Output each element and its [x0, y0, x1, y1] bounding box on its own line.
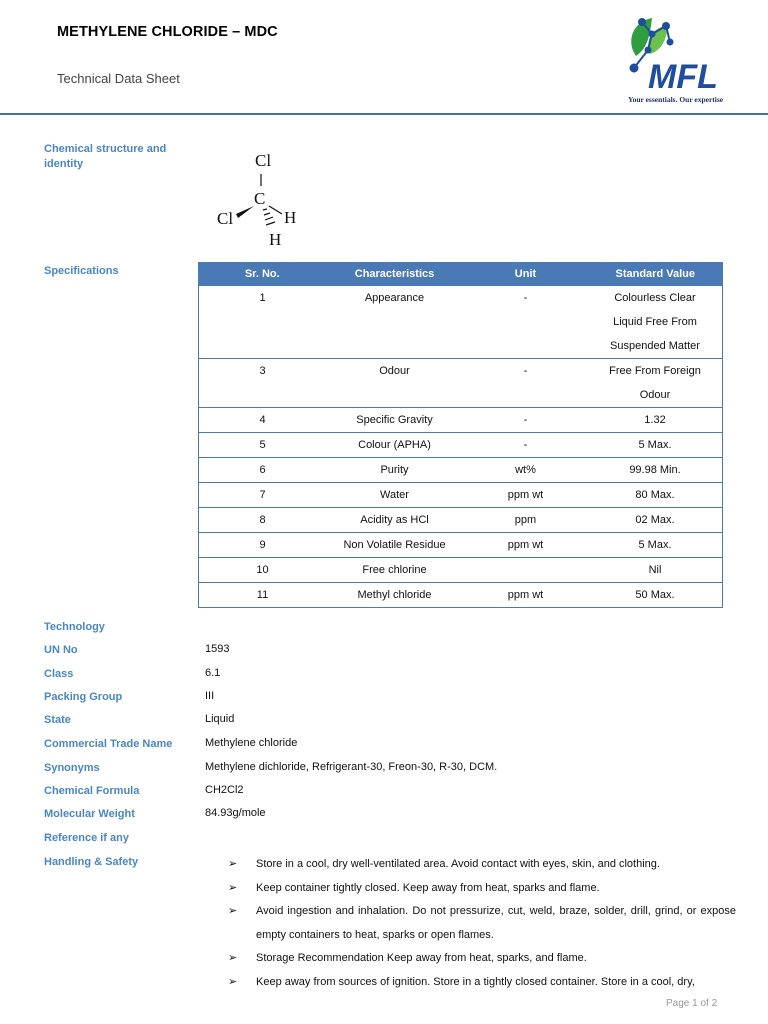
list-item-text: Storage Recommendation Keep away from heat, sparks, and flame. — [256, 952, 587, 964]
logo-wordmark: MFL — [648, 58, 718, 96]
technology-label: Technology — [44, 621, 105, 633]
cell-characteristic: Purity — [326, 458, 463, 483]
packing-group-value: III — [205, 690, 215, 702]
list-item — [228, 947, 736, 971]
cell-sr-no: 6 — [199, 458, 327, 483]
handling-safety-list — [228, 853, 736, 994]
cell-sr-no: 7 — [199, 483, 327, 508]
reference-label: Reference if any — [44, 832, 129, 844]
company-logo — [622, 12, 746, 107]
arrow-bullet-icon: ➢ — [228, 858, 238, 870]
arrow-bullet-icon: ➢ — [228, 905, 238, 917]
cell-unit: ppm wt — [463, 583, 588, 608]
cell-standard-value — [588, 359, 723, 408]
table-row — [199, 458, 723, 483]
cell-characteristic: Methyl chloride — [326, 583, 463, 608]
atom-center-c: C — [254, 189, 266, 208]
synonyms-label: Synonyms — [44, 762, 100, 774]
cell-unit: ppm wt — [463, 533, 588, 558]
cell-sr-no: 11 — [199, 583, 327, 608]
cell-unit: - — [463, 359, 588, 408]
standard-value-line: 5 Max. — [638, 439, 672, 451]
standard-value-line: Free From Foreign — [609, 365, 701, 377]
cell-standard-value — [588, 286, 723, 359]
page-number: Page 1 of 2 — [666, 998, 718, 1009]
cell-standard-value — [588, 433, 723, 458]
atom-top-cl: Cl — [255, 151, 272, 170]
molecular-weight-value: 84.93g/mole — [205, 807, 266, 819]
class-label: Class — [44, 668, 74, 680]
arrow-bullet-icon: ➢ — [228, 975, 238, 988]
bond-right — [269, 206, 282, 214]
wedge-bond-left — [236, 206, 254, 218]
standard-value-line: 80 Max. — [635, 489, 675, 501]
table-row — [199, 583, 723, 608]
state-value: Liquid — [205, 713, 235, 725]
chemical-structure-diagram — [212, 146, 312, 250]
cell-standard-value — [588, 458, 723, 483]
structure-label: Chemical structure and identity — [44, 143, 167, 170]
cell-unit: - — [463, 286, 588, 359]
trade-name-label: Commercial Trade Name — [44, 738, 173, 750]
table-row — [199, 359, 723, 408]
standard-value-line: 02 Max. — [635, 514, 675, 526]
cell-characteristic: Acidity as HCl — [326, 508, 463, 533]
list-item — [228, 853, 736, 877]
cell-characteristic: Specific Gravity — [326, 408, 463, 433]
cell-standard-value — [588, 508, 723, 533]
list-item-text: Keep container tightly closed. Keep away from heat, sparks and flame. — [256, 881, 600, 894]
atom-bottom-h: H — [269, 230, 282, 249]
list-item — [228, 900, 736, 947]
col-header-characteristics: Characteristics — [326, 263, 463, 286]
formula-value: CH2Cl2 — [205, 784, 244, 796]
list-item — [228, 971, 736, 995]
list-item — [228, 877, 736, 901]
cell-unit — [463, 558, 588, 583]
table-row — [199, 286, 723, 359]
document-title: METHYLENE CHLORIDE – MDC — [57, 24, 278, 40]
table-header-row — [199, 263, 723, 286]
standard-value-line: 5 Max. — [638, 539, 672, 551]
header-rule — [0, 113, 768, 115]
cell-standard-value — [588, 558, 723, 583]
table-row — [199, 483, 723, 508]
cell-characteristic: Odour — [326, 359, 463, 408]
cell-sr-no: 3 — [199, 359, 327, 408]
cell-sr-no: 4 — [199, 408, 327, 433]
molecular-weight-label: Molecular Weight — [44, 808, 135, 820]
formula-label: Chemical Formula — [44, 785, 140, 797]
cell-unit: - — [463, 433, 588, 458]
cell-standard-value — [588, 533, 723, 558]
col-header-unit: Unit — [463, 263, 588, 286]
col-header-standard-value: Standard Value — [588, 263, 723, 286]
atom-left-cl: Cl — [217, 209, 234, 228]
col-header-sr-no: Sr. No. — [199, 263, 327, 286]
list-item-text: Keep away from sources of ignition. Store in a tightly closed container. Store in a cool, dry, — [256, 975, 695, 988]
cell-standard-value — [588, 408, 723, 433]
standard-value-line: 1.32 — [644, 414, 666, 426]
specifications-table-body — [199, 286, 723, 608]
cell-sr-no: 5 — [199, 433, 327, 458]
specifications-table — [198, 262, 723, 608]
list-item-text: Avoid ingestion and inhalation. Do not pressurize, cut, weld, braze, solder, drill, grind, or expose empty containers to heat, sparks or open flames. — [256, 905, 736, 941]
un-no-label: UN No — [44, 644, 78, 656]
cell-unit: ppm wt — [463, 483, 588, 508]
table-row — [199, 558, 723, 583]
cell-standard-value — [588, 583, 723, 608]
atom-right-h: H — [284, 208, 297, 227]
standard-value-line: Colourless Clear — [614, 292, 696, 304]
cell-sr-no: 8 — [199, 508, 327, 533]
table-row — [199, 408, 723, 433]
standard-value-line: 50 Max. — [635, 589, 675, 601]
table-row — [199, 533, 723, 558]
list-item-text: Store in a cool, dry well-ventilated area. Avoid contact with eyes, skin, and clothing. — [256, 858, 660, 870]
packing-group-label: Packing Group — [44, 691, 123, 703]
cell-characteristic: Colour (APHA) — [326, 433, 463, 458]
arrow-bullet-icon: ➢ — [228, 952, 238, 964]
standard-value-line: Odour — [639, 389, 671, 401]
synonyms-value: Methylene dichloride, Refrigerant-30, Freon-30, R-30, DCM. — [205, 761, 498, 773]
standard-value-line: Liquid Free From — [613, 316, 697, 328]
cell-characteristic: Appearance — [326, 286, 463, 359]
cell-characteristic: Non Volatile Residue — [326, 533, 463, 558]
handling-safety-label: Handling & Safety — [44, 856, 139, 868]
class-value: 6.1 — [205, 667, 221, 679]
trade-name-value: Methylene chloride — [205, 737, 298, 749]
document-subtitle: Technical Data Sheet — [57, 71, 180, 86]
cell-sr-no: 10 — [199, 558, 327, 583]
specifications-label: Specifications — [44, 265, 119, 277]
arrow-bullet-icon: ➢ — [228, 881, 238, 894]
cell-characteristic: Free chlorine — [326, 558, 463, 583]
table-row — [199, 433, 723, 458]
hash-bond-bottom — [263, 209, 275, 225]
cell-unit: wt% — [463, 458, 588, 483]
logo-tagline: Your essentials. Our expertise — [628, 95, 724, 104]
cell-standard-value — [588, 483, 723, 508]
state-label: State — [44, 714, 71, 726]
cell-unit: - — [463, 408, 588, 433]
cell-sr-no: 9 — [199, 533, 327, 558]
cell-unit: ppm — [463, 508, 588, 533]
un-no-value: 1593 — [205, 643, 230, 655]
cell-characteristic: Water — [326, 483, 463, 508]
table-row — [199, 508, 723, 533]
cell-sr-no: 1 — [199, 286, 327, 359]
standard-value-line: Suspended Matter — [610, 340, 700, 352]
standard-value-line: Nil — [648, 564, 662, 576]
standard-value-line: 99.98 Min. — [629, 464, 681, 476]
